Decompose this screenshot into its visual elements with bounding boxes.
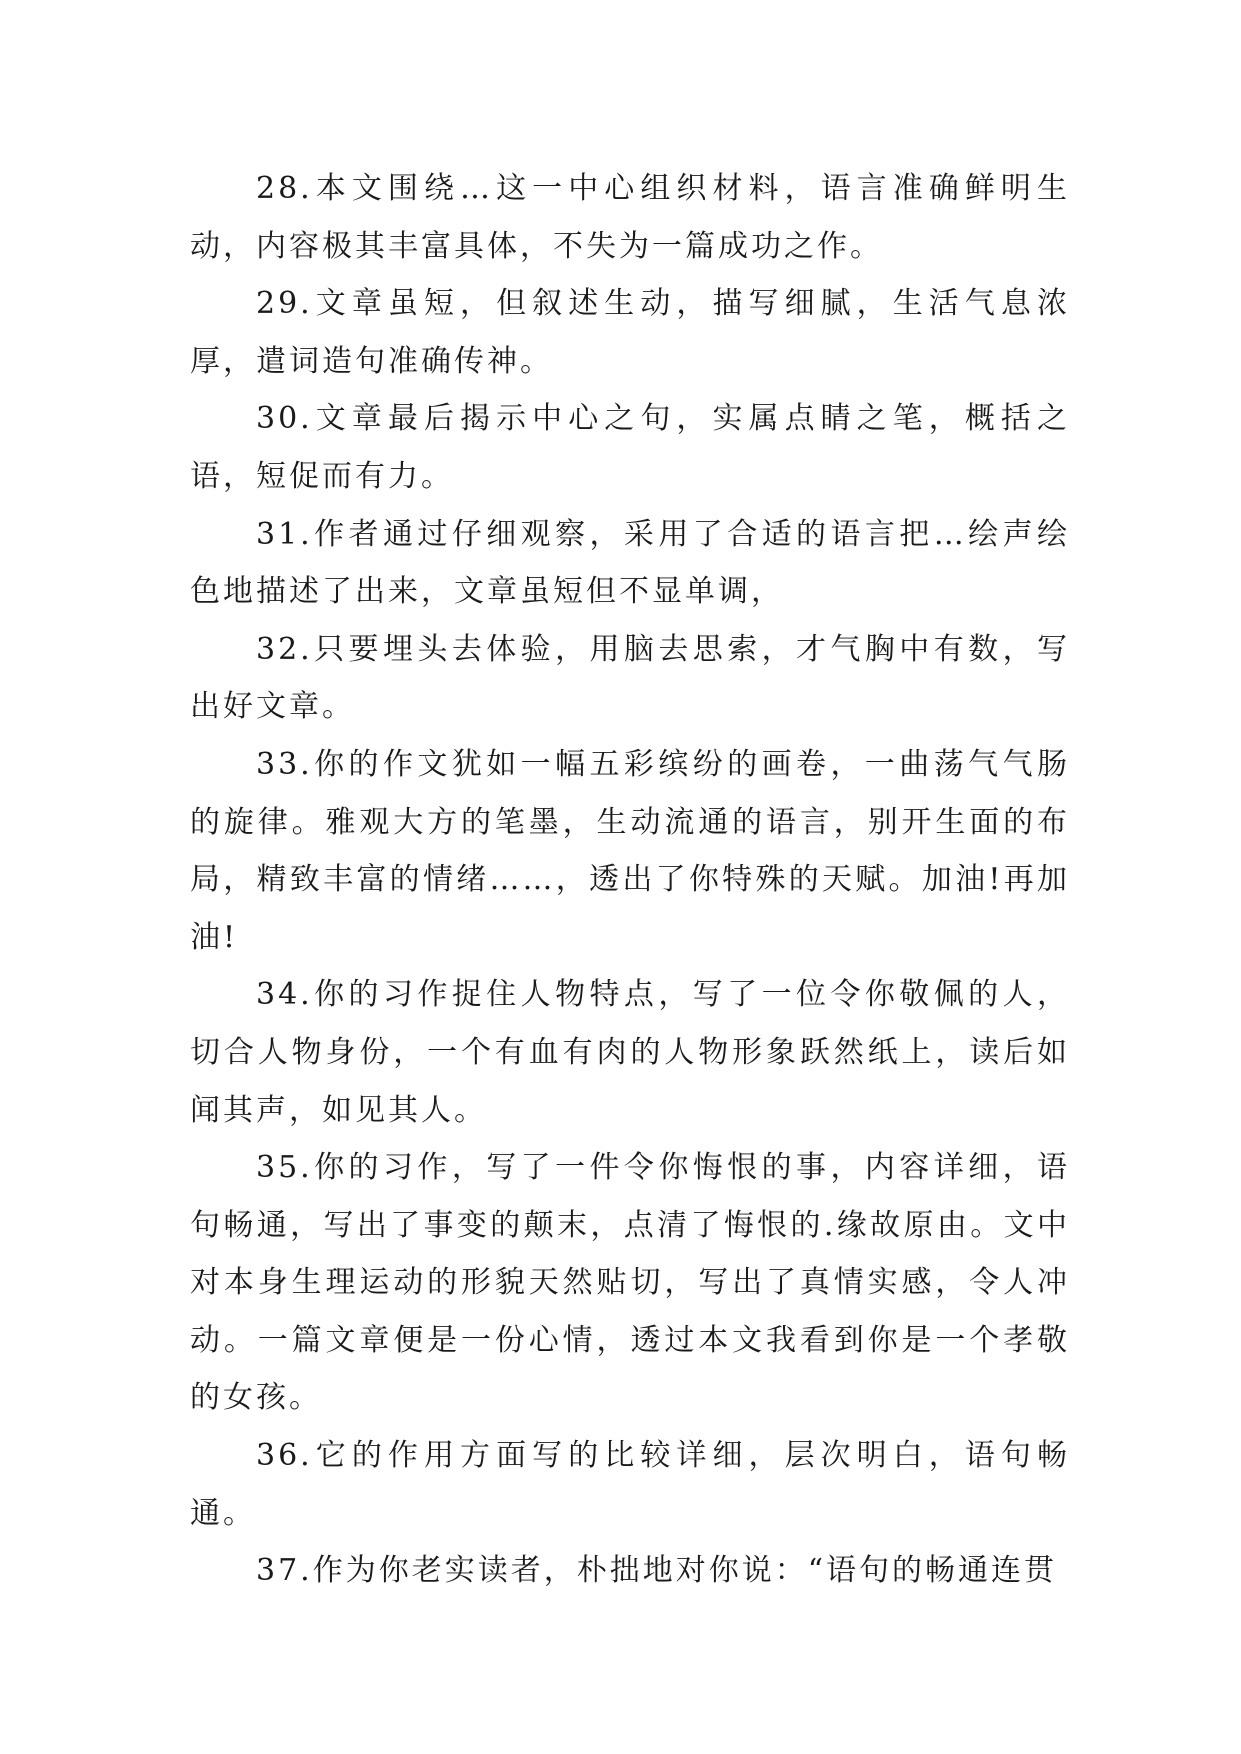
paragraph-34: 34.你的习作捉住人物特点，写了一位令你敬佩的人，切合人物身份，一个有血有肉的人物形象跃然纸上，读后如闻其声，如见其人。	[190, 977, 1070, 1128]
paragraph-33: 33.你的作文犹如一幅五彩缤纷的画卷，一曲荡气气肠的旋律。雅观大方的笔墨，生动流通的语言，别开生面的布局，精致丰富的情绪……，透出了你特殊的天赋。加油!再加油!	[190, 746, 1070, 955]
paragraph-29: 29.文章虽短，但叙述生动，描写细腻，生活气息浓厚，遣词造句准确传神。	[190, 286, 1070, 379]
paragraph-32: 32.只要埋头去体验，用脑去思索，才气胸中有数，写出好文章。	[190, 631, 1070, 725]
paragraph-36: 36.它的作用方面写的比较详细，层次明白，语句畅通。	[190, 1438, 1070, 1531]
paragraph-31: 31.作者通过仔细观察，采用了合适的语言把…绘声绘色地描述了出来，文章虽短但不显单调，	[190, 516, 1070, 610]
paragraph-35: 35.你的习作，写了一件令你悔恨的事，内容详细，语句畅通，写出了事变的颠末，点清了悔恨的.缘故原由。文中对本身生理运动的形貌天然贴切，写出了真情实感，令人冲动。一篇文章便是一份心情，透过本文我看到你是一个孝敬的女孩。	[190, 1150, 1070, 1416]
paragraph-30: 30.文章最后揭示中心之句，实属点睛之笔，概括之语，短促而有力。	[190, 401, 1070, 494]
paragraph-37: 37.作为你老实读者，朴拙地对你说：“语句的畅通连贯	[256, 1553, 1058, 1589]
paragraph-28: 28.本文围绕…这一中心组织材料，语言准确鲜明生动，内容极其丰富具体，不失为一篇成功之作。	[190, 171, 1070, 264]
document-body	[190, 160, 1070, 1600]
